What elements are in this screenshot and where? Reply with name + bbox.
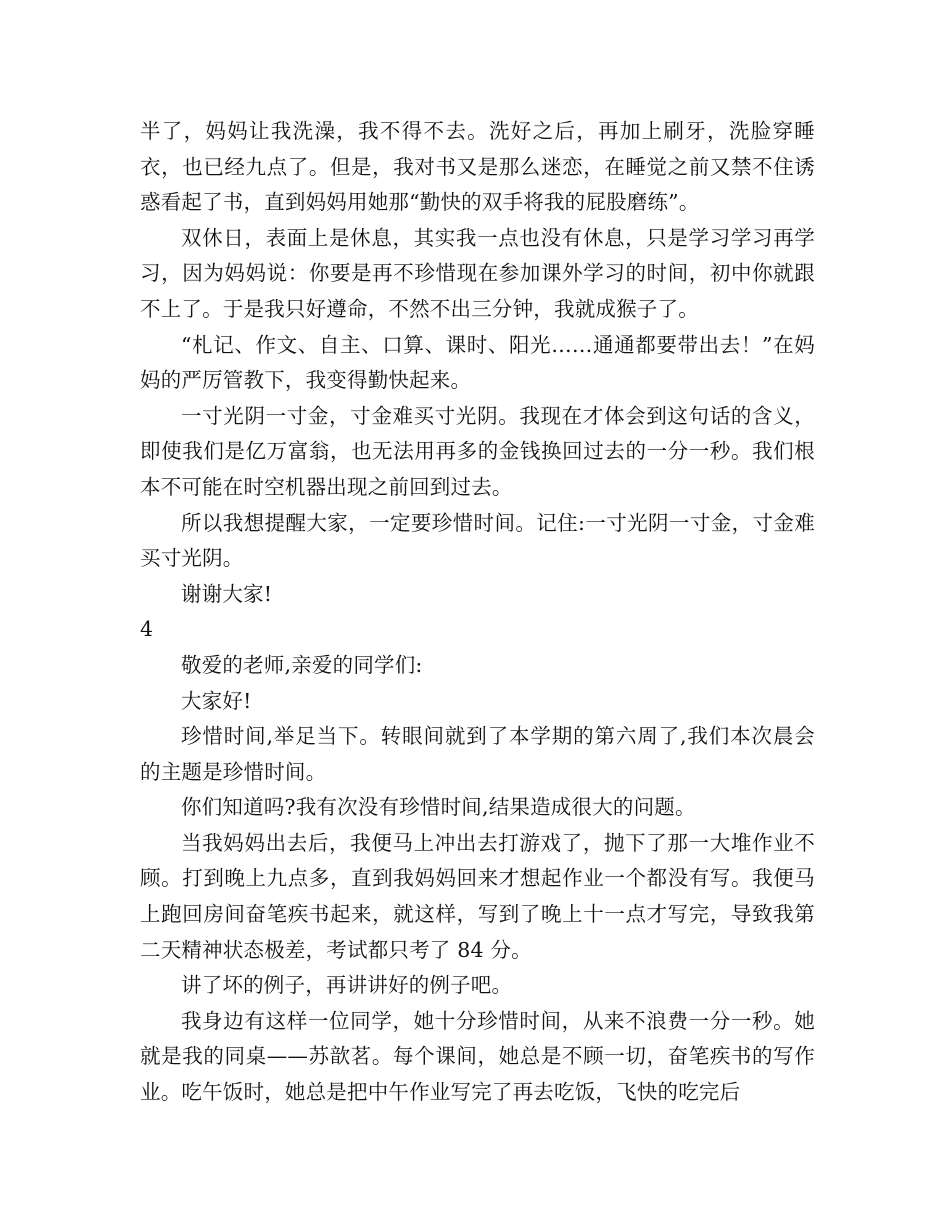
paragraph: 谢谢大家! [181,581,273,606]
paragraph: 当我妈妈出去后，我便马上冲出去打游戏了，抛下了那一大堆作业不顾。打到晚上九点多，直到我妈妈回来才想起作业一个都没有写。我便马上跑回房间奋笔疾书起来，就这样，写到了晚上十一点才写完，导致我第二天精神状态极差，考试都只考了 84 分。 [140,830,815,962]
paragraph: 讲了坏的例子，再讲讲好的例子吧。 [181,973,513,998]
salutation: 敬爱的老师,亲爱的同学们: [181,652,423,677]
paragraph: 我身边有这样一位同学，她十分珍惜时间，从来不浪费一分一秒。她就是我的同桌——苏歆茗。每个课间，她总是不顾一切，奋笔疾书的写作业。吃午饭时，她总是把中午作业写完了再去吃饭，飞快的吃完后 [140,1008,815,1105]
document-body [140,114,815,1111]
paragraph: 所以我想提醒大家，一定要珍惜时间。记住:一寸光阴一寸金，寸金难买寸光阴。 [140,510,815,571]
section-number: 4 [140,617,154,642]
paragraph: 一寸光阴一寸金，寸金难买寸光阴。我现在才体会到这句话的含义，即使我们是亿万富翁，也无法用再多的金钱换回过去的一分一秒。我们根本不可能在时空机器出现之前回到过去。 [140,403,815,499]
greeting: 大家好! [181,688,252,713]
paragraph: 双休日，表面上是休息，其实我一点也没有休息，只是学习学习再学习，因为妈妈说：你要是再不珍惜现在参加课外学习的时间，初中你就跟不上了。于是我只好遵命，不然不出三分钟，我就成猴子了。 [140,225,815,321]
paragraph: 半了，妈妈让我洗澡，我不得不去。洗好之后，再加上刷牙，洗脸穿睡衣，也已经九点了。但是，我对书又是那么迷恋，在睡觉之前又禁不住诱惑看起了书，直到妈妈用她那“勤快的双手将我的屁股磨练”。 [140,119,815,215]
paragraph: 珍惜时间,举足当下。转眼间就到了本学期的第六周了,我们本次晨会的主题是珍惜时间。 [140,724,815,784]
paragraph: “札记、作文、自主、口算、课时、阳光……通通都要带出去！”在妈妈的严厉管教下，我变得勤快起来。 [140,332,815,393]
paragraph: 你们知道吗?我有次没有珍惜时间,结果造成很大的问题。 [181,795,696,820]
